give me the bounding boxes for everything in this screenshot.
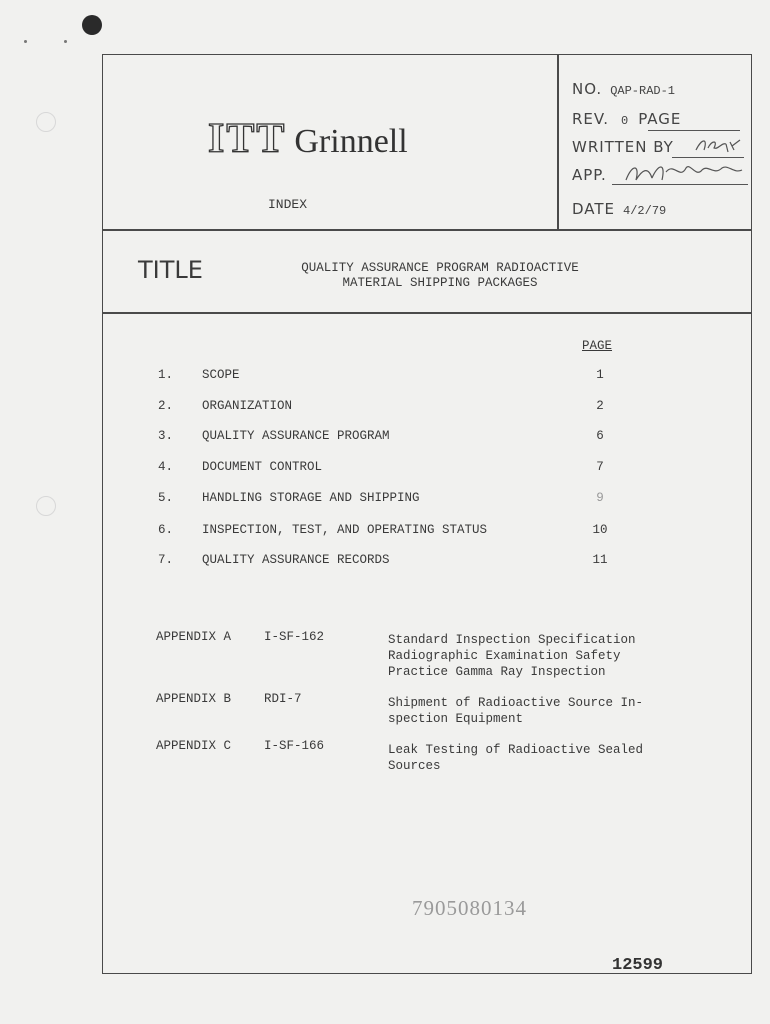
date-row [572, 200, 666, 218]
logo-mark: ITT [208, 116, 287, 162]
toc-item-title: INSPECTION, TEST, AND OPERATING STATUS [202, 523, 488, 537]
title-label: TITLE [138, 256, 203, 284]
approval-signature [622, 160, 748, 186]
logo-name: Grinnell [294, 123, 408, 161]
scan-speck [24, 40, 27, 43]
appendix-desc-line: Practice Gamma Ray Inspection [388, 665, 606, 679]
appendix-label: APPENDIX A [156, 630, 232, 644]
scan-speck [64, 40, 67, 43]
appendix-label: APPENDIX C [156, 739, 232, 753]
date-value: 4/2/79 [623, 204, 667, 218]
toc-item-title: SCOPE [202, 368, 240, 382]
appendix-desc-line: Sources [388, 759, 441, 773]
binder-hole [36, 496, 56, 516]
toc-item-title: HANDLING STORAGE AND SHIPPING [202, 491, 420, 505]
header-divider [102, 229, 752, 231]
rev-value: 0 [621, 114, 629, 128]
toc-item-number: 5. [158, 491, 174, 505]
toc-item-number: 2. [158, 399, 174, 413]
appendix-desc-line: Leak Testing of Radioactive Sealed [388, 743, 644, 757]
toc-item-page: 6 [596, 429, 604, 443]
written-by-label: WRITTEN BY [572, 138, 674, 156]
toc-item-page: 2 [596, 399, 604, 413]
toc-item-number: 4. [158, 460, 174, 474]
footer-control-number: 12599 [612, 956, 664, 975]
rev-label: REV. [572, 110, 609, 128]
toc-item-page: 1 [596, 368, 604, 382]
approval-line [612, 184, 748, 185]
toc-item-title: ORGANIZATION [202, 399, 293, 413]
appendix-desc-line: Standard Inspection Specification [388, 633, 636, 647]
appendix-code: RDI-7 [264, 692, 302, 706]
toc-item-number: 1. [158, 368, 174, 382]
date-label: DATE [572, 200, 616, 218]
appendix-description [388, 695, 708, 727]
company-logo [208, 118, 408, 160]
toc-item-title: QUALITY ASSURANCE PROGRAM [202, 429, 390, 443]
toc-item-number: 7. [158, 553, 174, 567]
appendix-label: APPENDIX B [156, 692, 232, 706]
info-box-divider [557, 54, 559, 230]
written-by-line [672, 157, 744, 158]
doc-number-value: QAP-RAD-1 [610, 84, 675, 98]
toc-item-title: QUALITY ASSURANCE RECORDS [202, 553, 390, 567]
toc-item-page: 9 [596, 491, 604, 505]
toc-item-page: 7 [596, 460, 604, 474]
document-frame [102, 54, 752, 974]
title-divider [102, 312, 752, 314]
punch-hole-mark [82, 15, 102, 35]
app-label: APP. [572, 166, 607, 184]
binder-hole [36, 112, 56, 132]
appendix-description [388, 742, 708, 774]
appendix-desc-line: Shipment of Radioactive Source In- [388, 696, 644, 710]
toc-page-header: PAGE [582, 339, 613, 353]
doc-number-label: NO. [572, 80, 603, 98]
document-title [270, 261, 610, 291]
title-line-1: QUALITY ASSURANCE PROGRAM RADIOACTIVE [301, 261, 579, 275]
written-by-signature [694, 136, 746, 156]
toc-item-page: 10 [592, 523, 608, 537]
approval-row [572, 166, 607, 184]
page-label: PAGE [638, 110, 682, 128]
written-by-row [572, 138, 674, 156]
toc-item-number: 6. [158, 523, 174, 537]
appendix-code: I-SF-166 [264, 739, 325, 753]
title-line-2: MATERIAL SHIPPING PACKAGES [342, 276, 538, 290]
revision-row [572, 110, 681, 128]
document-stamp-number: 7905080134 [412, 896, 527, 920]
appendix-code: I-SF-162 [264, 630, 325, 644]
doc-number [572, 80, 675, 98]
toc-item-title: DOCUMENT CONTROL [202, 460, 323, 474]
toc-item-number: 3. [158, 429, 174, 443]
index-label: INDEX [268, 197, 308, 212]
appendix-desc-line: Radiographic Examination Safety [388, 649, 621, 663]
appendix-desc-line: spection Equipment [388, 712, 524, 726]
appendix-description [388, 632, 708, 680]
page-field-line [648, 130, 740, 131]
toc-item-page: 11 [592, 553, 608, 567]
